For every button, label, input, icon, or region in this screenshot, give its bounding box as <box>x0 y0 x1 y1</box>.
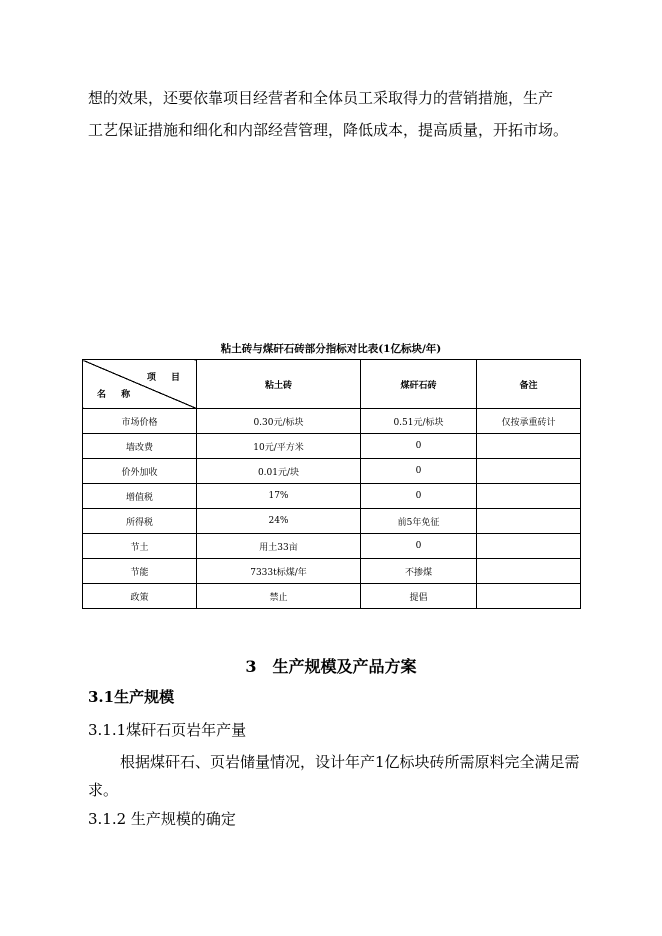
row-name: 市场价格 <box>83 409 197 434</box>
row-clay-value: 10元/平方米 <box>197 434 361 459</box>
row-note <box>477 484 581 509</box>
section-3-1-2-heading: 3.1.2 生产规模的确定 <box>88 810 236 828</box>
row-clay-value: 用土33亩 <box>197 534 361 559</box>
row-name: 价外加收 <box>83 459 197 484</box>
header-item-label: 项 目 <box>146 373 186 383</box>
table-row <box>83 409 581 434</box>
header-name-label: 名 称 <box>97 390 137 400</box>
comparison-table <box>82 359 581 609</box>
section-3-1-1-heading: 3.1.1煤矸石页岩年产量 <box>88 721 247 739</box>
table-row <box>83 559 581 584</box>
row-name: 墙改费 <box>83 434 197 459</box>
diagonal-header-cell <box>83 360 197 409</box>
row-note: 仅按承重砖计 <box>477 409 581 434</box>
row-name: 政策 <box>83 584 197 609</box>
row-name: 所得税 <box>83 509 197 534</box>
row-coal-value: 0 <box>361 534 477 559</box>
row-coal-value: 0.51元/标块 <box>361 409 477 434</box>
header-clay-brick: 粘土砖 <box>197 360 361 409</box>
header-coal-gangue-brick: 煤矸石砖 <box>361 360 477 409</box>
row-clay-value: 0.01元/块 <box>197 459 361 484</box>
section-3-heading: 3 生产规模及产品方案 <box>245 657 417 676</box>
row-coal-value: 不掺煤 <box>361 559 477 584</box>
header-remarks: 备注 <box>477 360 581 409</box>
section-3-1-heading: 3.1生产规模 <box>88 688 175 706</box>
row-note <box>477 459 581 484</box>
table-row <box>83 509 581 534</box>
intro-paragraph-line1: 想的效果，还要依靠项目经营者和全体员工采取得力的营销措施，生产 <box>88 89 554 107</box>
table-header-row <box>83 360 581 409</box>
table-row <box>83 534 581 559</box>
section-3-1-1-body: 根据煤矸石、页岩储量情况，设计年产1亿标块砖所需原料完全满足需求。 <box>88 753 580 799</box>
row-name: 增值税 <box>83 484 197 509</box>
table-row <box>83 434 581 459</box>
row-coal-value: 0 <box>361 484 477 509</box>
table-row <box>83 584 581 609</box>
row-name: 节能 <box>83 559 197 584</box>
row-note <box>477 559 581 584</box>
row-note <box>477 534 581 559</box>
row-coal-value: 0 <box>361 434 477 459</box>
row-clay-value: 17% <box>197 484 361 509</box>
table-row <box>83 459 581 484</box>
row-name: 节土 <box>83 534 197 559</box>
intro-paragraph-line2: 工艺保证措施和细化和内部经营管理，降低成本，提高质量，开拓市场。 <box>88 121 569 139</box>
row-clay-value: 0.30元/标块 <box>197 409 361 434</box>
row-coal-value: 0 <box>361 459 477 484</box>
table-caption: 粘土砖与煤矸石砖部分指标对比表(1亿标块/年) <box>220 343 442 355</box>
row-note <box>477 509 581 534</box>
row-clay-value: 24% <box>197 509 361 534</box>
row-coal-value: 提倡 <box>361 584 477 609</box>
row-clay-value: 禁止 <box>197 584 361 609</box>
row-note <box>477 584 581 609</box>
row-clay-value: 7333t标煤/年 <box>197 559 361 584</box>
table-row <box>83 484 581 509</box>
row-note <box>477 434 581 459</box>
row-coal-value: 前5年免征 <box>361 509 477 534</box>
